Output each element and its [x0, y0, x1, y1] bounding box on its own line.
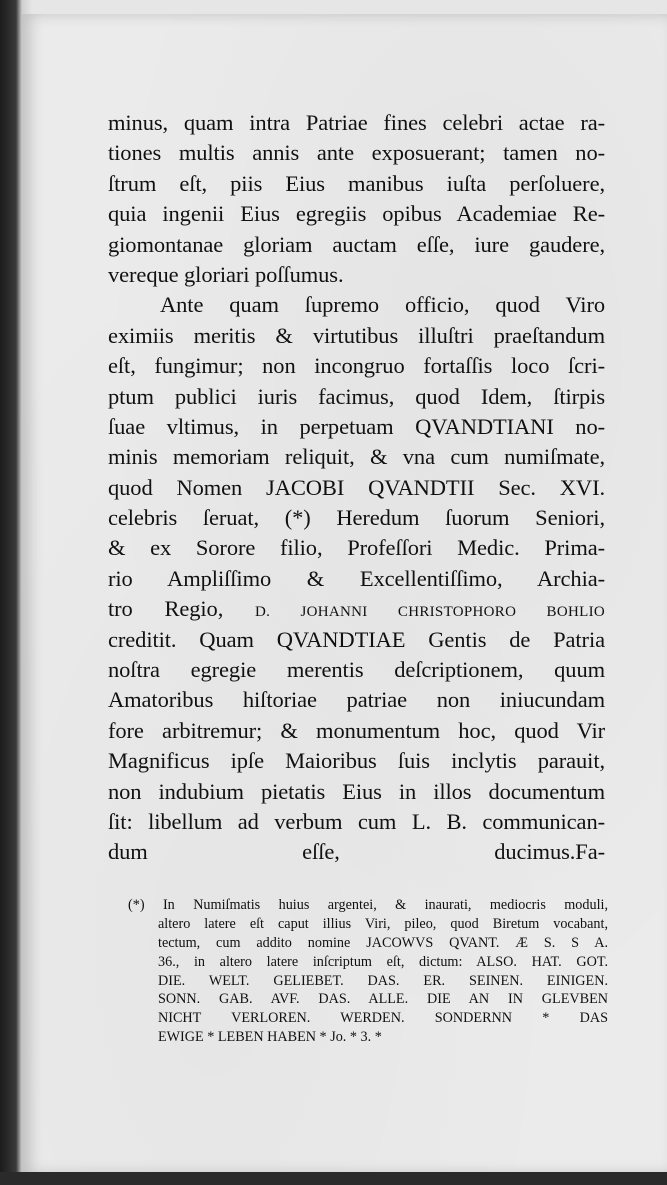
text-line: rio Ampliſſimo & Excellentiſſimo, Archia-: [108, 565, 605, 591]
text-line: celebris ſeruat, (*) Heredum ſuorum Seniori,: [108, 505, 605, 531]
text-line: Magnificus ipſe Maioribus ſuis inclytis parauit,: [108, 748, 605, 774]
text-line-final: [108, 837, 605, 867]
text-line: tiones multis annis ante exposuerant; tamen no-: [108, 140, 605, 166]
text-line: minis memoriam reliquit, & vna cum numiſmate,: [108, 444, 605, 470]
text-fragment: tro Regio,: [108, 596, 256, 622]
text-line: fore arbitremur; & monumentum hoc, quod Vir: [108, 717, 605, 743]
text-fragment: dum eſſe, ducimus.: [108, 839, 576, 865]
text-line: eſt, fungimur; non incongruo fortaſſis loco ſcri-: [108, 353, 605, 379]
text-line: ſit: libellum ad verbum cum L. B. communican-: [108, 808, 605, 834]
text-line-with-name: [108, 594, 605, 624]
footnote-block: [128, 896, 608, 1047]
text-line: giomontanae gloriam auctam eſſe, iure gaudere,: [108, 231, 605, 257]
paragraph-start-line: Ante quam ſupremo officio, quod Viro: [160, 292, 605, 318]
scan-bottom-edge: [0, 1172, 667, 1185]
text-line: quod Nomen JACOBI QVANDTII Sec. XVI.: [108, 474, 605, 500]
text-line: noſtra egregie merentis deſcriptionem, quum: [108, 657, 605, 683]
footnote-line: tectum, cum addito nomine JACOWVS QVANT. Æ S. S A.: [158, 934, 608, 951]
text-line: ſtrum eſt, piis Eius manibus iuſta perſoluere,: [108, 170, 605, 196]
footnote-line: NICHT VERLOREN. WERDEN. SONDERNN * DAS: [158, 1010, 608, 1027]
text-line: minus, quam intra Patriae fines celebri actae ra-: [108, 110, 605, 135]
footnote-line: DIE. WELT. GELIEBET. DAS. ER. SEINEN. EINIGEN.: [158, 972, 608, 989]
smallcaps-name: D. JOHANNI CHRISTOPHORO BOHLIO: [255, 604, 605, 621]
text-line: non indubium pietatis Eius in illos documentum: [108, 778, 605, 804]
catchword: Fa-: [575, 839, 605, 865]
footnote-line: (*) In Numiſmatis huius argentei, & inaurati, mediocris moduli,: [128, 897, 608, 913]
footnote-line: EWIGE * LEBEN HABEN * Jo. * 3. *: [158, 1029, 382, 1046]
footnote-line: altero latere eſt caput illius Viri, pileo, quod Biretum vocabant,: [158, 915, 608, 932]
text-line: ſuae vltimus, in perpetuam QVANDTIANI no-: [108, 413, 605, 439]
footnote-line: 36., in altero latere inſcriptum eſt, dictum: ALSO. HAT. GOT.: [158, 953, 608, 970]
text-line: ptum publici iuris facimus, quod Idem, ſtirpis: [108, 383, 605, 409]
text-line: eximiis meritis & virtutibus illuſtri praeſtandum: [108, 322, 605, 348]
text-line: quia ingenii Eius egregiis opibus Academiae Re-: [108, 201, 605, 227]
text-line: & ex Sorore filio, Profeſſori Medic. Prima-: [108, 535, 605, 561]
text-line: vereque gloriari poſſumus.: [108, 261, 344, 287]
main-text-block: [108, 108, 605, 868]
footnote-line: SONN. GAB. AVF. DAS. ALLE. DIE AN IN GLEVBEN: [158, 991, 608, 1008]
text-line: creditit. Quam QVANDTIAE Gentis de Patria: [108, 626, 605, 652]
text-line: Amatoribus hiſtoriae patriae non iniucundam: [108, 687, 605, 713]
